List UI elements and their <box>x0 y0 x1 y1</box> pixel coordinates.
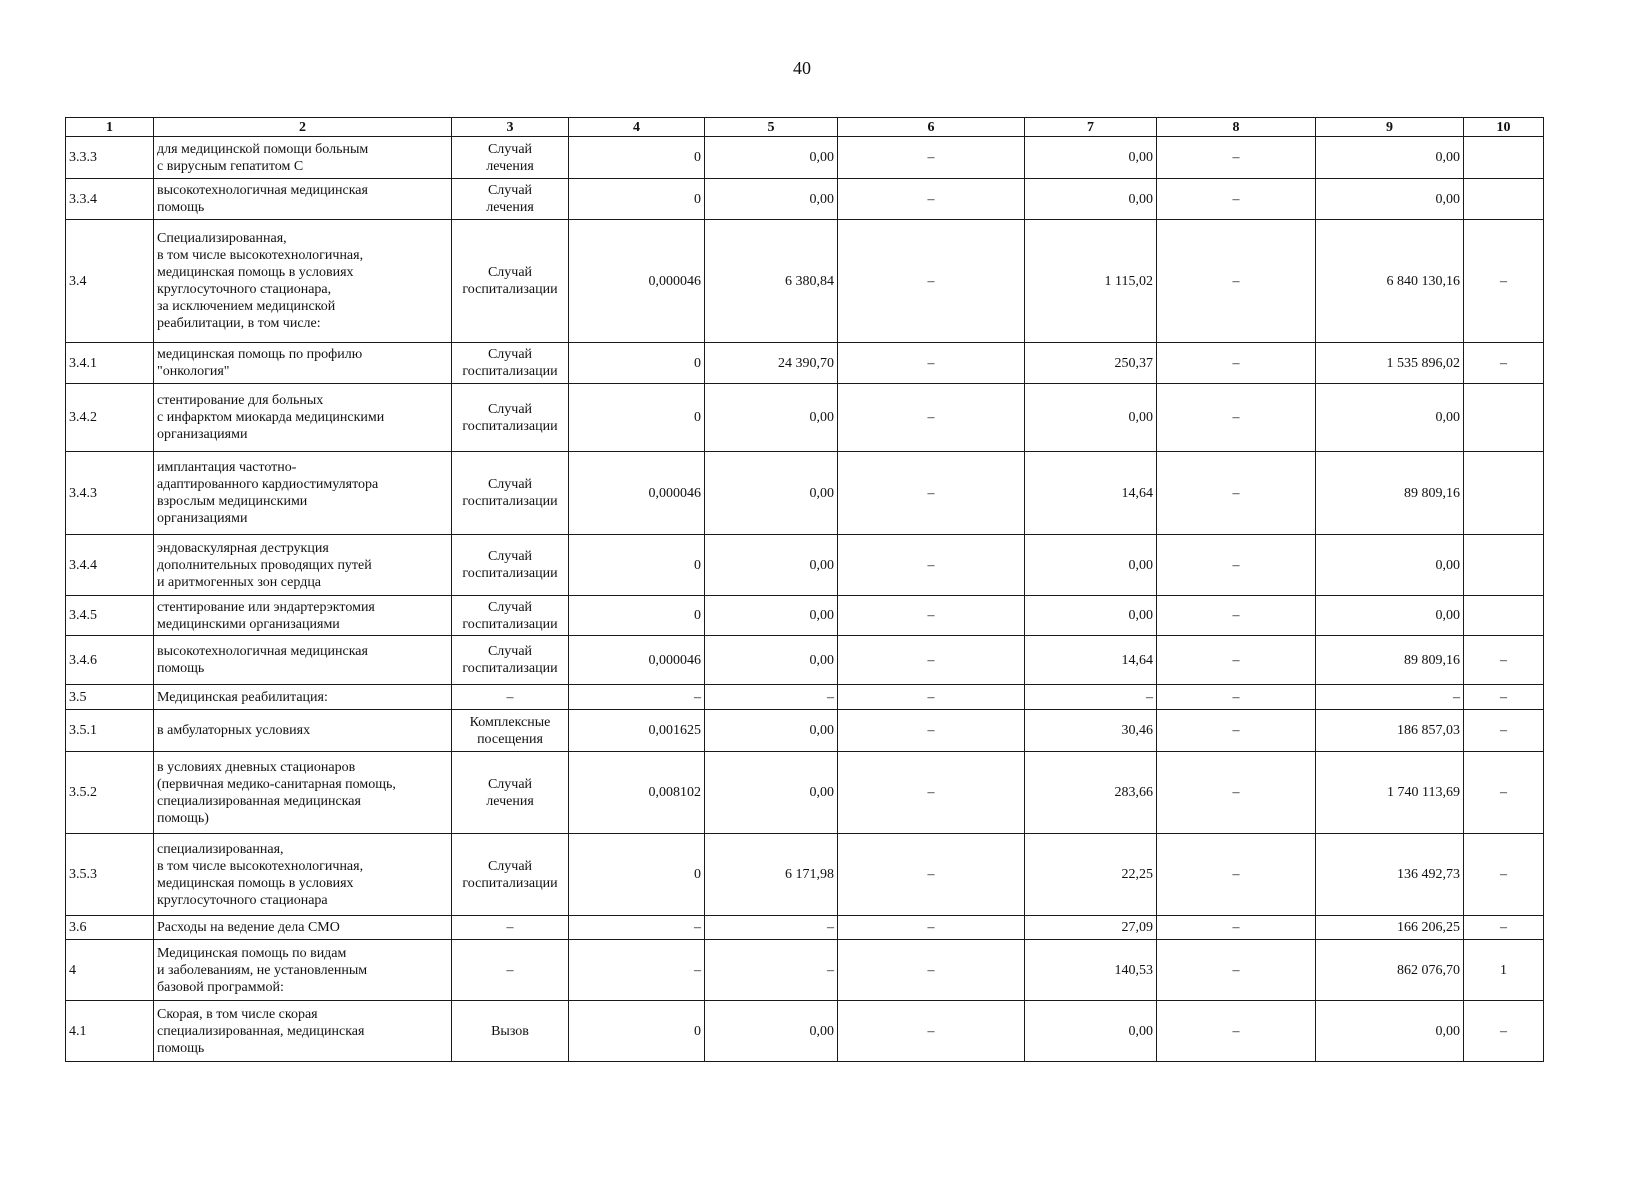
row-col-10 <box>1464 596 1544 636</box>
row-col-10 <box>1464 535 1544 596</box>
row-col-9: 89 809,16 <box>1316 636 1464 685</box>
row-col-4: 0 <box>569 535 705 596</box>
row-col-7: 30,46 <box>1025 710 1157 752</box>
row-col-7: 283,66 <box>1025 752 1157 834</box>
row-col-10: – <box>1464 685 1544 710</box>
row-col-10: – <box>1464 343 1544 384</box>
row-col-4: 0 <box>569 179 705 220</box>
row-name: Расходы на ведение дела СМО <box>154 916 452 940</box>
row-col-5: 0,00 <box>705 636 838 685</box>
row-col-6: – <box>838 752 1025 834</box>
row-unit: Случай госпитализации <box>452 452 569 535</box>
row-col-7: 27,09 <box>1025 916 1157 940</box>
row-unit: Случай госпитализации <box>452 636 569 685</box>
row-col-5: 0,00 <box>705 1001 838 1062</box>
row-name: Медицинская помощь по видам и заболеваниям, не установленным базовой программой: <box>154 940 452 1001</box>
row-name: медицинская помощь по профилю "онкология" <box>154 343 452 384</box>
row-col-5: – <box>705 916 838 940</box>
row-col-6: – <box>838 343 1025 384</box>
row-col-8: – <box>1157 452 1316 535</box>
row-col-10: – <box>1464 752 1544 834</box>
row-col-5: – <box>705 685 838 710</box>
header-col-5: 5 <box>705 118 838 137</box>
row-unit: Случай лечения <box>452 179 569 220</box>
row-col-4: – <box>569 685 705 710</box>
row-col-9: 166 206,25 <box>1316 916 1464 940</box>
row-unit: – <box>452 685 569 710</box>
row-number: 3.4.4 <box>66 535 154 596</box>
row-name: в амбулаторных условиях <box>154 710 452 752</box>
row-unit: Случай госпитализации <box>452 220 569 343</box>
row-name: Медицинская реабилитация: <box>154 685 452 710</box>
row-col-4: 0 <box>569 137 705 179</box>
row-col-7: 0,00 <box>1025 137 1157 179</box>
row-col-6: – <box>838 940 1025 1001</box>
row-col-5: 0,00 <box>705 710 838 752</box>
row-col-7: 1 115,02 <box>1025 220 1157 343</box>
tariff-table <box>65 117 1544 1062</box>
table-body <box>66 137 1544 1062</box>
header-col-4: 4 <box>569 118 705 137</box>
row-unit: Случай госпитализации <box>452 535 569 596</box>
row-col-7: 140,53 <box>1025 940 1157 1001</box>
row-unit: Случай лечения <box>452 137 569 179</box>
row-col-7: 0,00 <box>1025 535 1157 596</box>
header-row <box>66 118 1544 137</box>
row-name: специализированная, в том числе высокотехнологичная, медицинская помощь в условиях круглосуточного стационара <box>154 834 452 916</box>
table-row <box>66 384 1544 452</box>
row-col-4: – <box>569 940 705 1001</box>
row-col-4: 0 <box>569 1001 705 1062</box>
row-number: 3.5.3 <box>66 834 154 916</box>
row-number: 3.3.3 <box>66 137 154 179</box>
header-col-6: 6 <box>838 118 1025 137</box>
row-number: 3.4.3 <box>66 452 154 535</box>
row-name: стентирование для больных с инфарктом миокарда медицинскими организациями <box>154 384 452 452</box>
row-col-10: – <box>1464 710 1544 752</box>
header-col-7: 7 <box>1025 118 1157 137</box>
row-col-7: – <box>1025 685 1157 710</box>
row-name: имплантация частотно- адаптированного кардиостимулятора взрослым медицинскими организациями <box>154 452 452 535</box>
row-col-10 <box>1464 179 1544 220</box>
row-col-6: – <box>838 384 1025 452</box>
row-col-7: 14,64 <box>1025 452 1157 535</box>
table-row <box>66 916 1544 940</box>
table-row <box>66 685 1544 710</box>
row-unit: Комплексные посещения <box>452 710 569 752</box>
row-unit: Случай лечения <box>452 752 569 834</box>
row-unit: Случай госпитализации <box>452 834 569 916</box>
row-col-8: – <box>1157 834 1316 916</box>
row-col-5: 6 171,98 <box>705 834 838 916</box>
row-col-4: 0,001625 <box>569 710 705 752</box>
row-col-9: – <box>1316 685 1464 710</box>
row-unit: Случай госпитализации <box>452 343 569 384</box>
row-col-6: – <box>838 834 1025 916</box>
row-col-4: 0,008102 <box>569 752 705 834</box>
row-col-5: – <box>705 940 838 1001</box>
row-col-10: 1 <box>1464 940 1544 1001</box>
row-name: высокотехнологичная медицинская помощь <box>154 179 452 220</box>
row-number: 3.6 <box>66 916 154 940</box>
row-col-7: 250,37 <box>1025 343 1157 384</box>
header-col-10: 10 <box>1464 118 1544 137</box>
row-col-10 <box>1464 137 1544 179</box>
row-number: 3.4.1 <box>66 343 154 384</box>
row-col-8: – <box>1157 1001 1316 1062</box>
row-col-4: – <box>569 916 705 940</box>
row-unit: Вызов <box>452 1001 569 1062</box>
row-col-9: 0,00 <box>1316 179 1464 220</box>
row-col-6: – <box>838 535 1025 596</box>
row-col-7: 0,00 <box>1025 179 1157 220</box>
row-col-10: – <box>1464 834 1544 916</box>
row-col-4: 0 <box>569 343 705 384</box>
header-col-3: 3 <box>452 118 569 137</box>
row-col-4: 0,000046 <box>569 452 705 535</box>
row-col-6: – <box>838 179 1025 220</box>
row-col-7: 14,64 <box>1025 636 1157 685</box>
row-col-7: 0,00 <box>1025 1001 1157 1062</box>
table-row <box>66 596 1544 636</box>
row-number: 3.4.2 <box>66 384 154 452</box>
row-col-9: 0,00 <box>1316 535 1464 596</box>
row-col-7: 0,00 <box>1025 596 1157 636</box>
row-col-8: – <box>1157 343 1316 384</box>
row-col-6: – <box>838 1001 1025 1062</box>
row-col-9: 6 840 130,16 <box>1316 220 1464 343</box>
row-col-8: – <box>1157 596 1316 636</box>
row-col-8: – <box>1157 137 1316 179</box>
row-name: высокотехнологичная медицинская помощь <box>154 636 452 685</box>
row-unit: Случай госпитализации <box>452 384 569 452</box>
row-number: 3.4.5 <box>66 596 154 636</box>
row-number: 4.1 <box>66 1001 154 1062</box>
row-col-8: – <box>1157 636 1316 685</box>
row-col-6: – <box>838 220 1025 343</box>
row-col-8: – <box>1157 384 1316 452</box>
row-number: 3.4 <box>66 220 154 343</box>
row-col-9: 186 857,03 <box>1316 710 1464 752</box>
header-col-9: 9 <box>1316 118 1464 137</box>
row-col-5: 0,00 <box>705 596 838 636</box>
row-col-10: – <box>1464 220 1544 343</box>
table-row <box>66 179 1544 220</box>
page-number: 40 <box>793 58 811 78</box>
table-row <box>66 137 1544 179</box>
row-name: эндоваскулярная деструкция дополнительных проводящих путей и аритмогенных зон сердца <box>154 535 452 596</box>
row-col-6: – <box>838 137 1025 179</box>
row-col-8: – <box>1157 916 1316 940</box>
row-col-5: 24 390,70 <box>705 343 838 384</box>
row-col-9: 89 809,16 <box>1316 452 1464 535</box>
header-col-1: 1 <box>66 118 154 137</box>
row-unit: – <box>452 940 569 1001</box>
row-col-8: – <box>1157 710 1316 752</box>
row-col-10 <box>1464 452 1544 535</box>
table-row <box>66 1001 1544 1062</box>
row-col-4: 0,000046 <box>569 220 705 343</box>
row-col-7: 0,00 <box>1025 384 1157 452</box>
row-col-4: 0 <box>569 384 705 452</box>
row-col-5: 0,00 <box>705 452 838 535</box>
row-col-10: – <box>1464 636 1544 685</box>
row-col-8: – <box>1157 220 1316 343</box>
row-col-9: 0,00 <box>1316 384 1464 452</box>
row-col-6: – <box>838 452 1025 535</box>
row-col-5: 6 380,84 <box>705 220 838 343</box>
row-unit: Случай госпитализации <box>452 596 569 636</box>
row-col-8: – <box>1157 940 1316 1001</box>
row-col-5: 0,00 <box>705 137 838 179</box>
row-name: Специализированная, в том числе высокотехнологичная, медицинская помощь в условиях круглосуточного стационара, за исключением медицинской реабилитации, в том числе: <box>154 220 452 343</box>
row-number: 3.5.2 <box>66 752 154 834</box>
row-col-6: – <box>838 636 1025 685</box>
row-col-4: 0 <box>569 834 705 916</box>
row-col-6: – <box>838 710 1025 752</box>
row-col-8: – <box>1157 752 1316 834</box>
row-col-8: – <box>1157 179 1316 220</box>
row-col-4: 0,000046 <box>569 636 705 685</box>
table-row <box>66 535 1544 596</box>
table-row <box>66 940 1544 1001</box>
table-row <box>66 752 1544 834</box>
table-row <box>66 220 1544 343</box>
row-name: для медицинской помощи больным с вирусным гепатитом С <box>154 137 452 179</box>
row-name: в условиях дневных стационаров (первичная медико-санитарная помощь, специализированная медицинская помощь) <box>154 752 452 834</box>
row-col-10 <box>1464 384 1544 452</box>
row-col-6: – <box>838 596 1025 636</box>
row-col-6: – <box>838 685 1025 710</box>
row-col-7: 22,25 <box>1025 834 1157 916</box>
header-col-2: 2 <box>154 118 452 137</box>
header-col-8: 8 <box>1157 118 1316 137</box>
row-col-9: 0,00 <box>1316 1001 1464 1062</box>
table-row <box>66 343 1544 384</box>
row-number: 3.5.1 <box>66 710 154 752</box>
row-col-5: 0,00 <box>705 752 838 834</box>
row-name: Скорая, в том числе скорая специализированная, медицинская помощь <box>154 1001 452 1062</box>
table-row <box>66 636 1544 685</box>
row-col-4: 0 <box>569 596 705 636</box>
table-header <box>66 118 1544 137</box>
row-col-9: 862 076,70 <box>1316 940 1464 1001</box>
row-col-10: – <box>1464 916 1544 940</box>
row-col-9: 0,00 <box>1316 596 1464 636</box>
row-number: 4 <box>66 940 154 1001</box>
row-col-9: 1 740 113,69 <box>1316 752 1464 834</box>
row-number: 3.5 <box>66 685 154 710</box>
row-col-8: – <box>1157 535 1316 596</box>
table-row <box>66 452 1544 535</box>
row-col-5: 0,00 <box>705 179 838 220</box>
row-col-9: 1 535 896,02 <box>1316 343 1464 384</box>
row-number: 3.4.6 <box>66 636 154 685</box>
table-row <box>66 710 1544 752</box>
row-unit: – <box>452 916 569 940</box>
row-col-9: 0,00 <box>1316 137 1464 179</box>
row-col-6: – <box>838 916 1025 940</box>
row-col-10: – <box>1464 1001 1544 1062</box>
row-col-8: – <box>1157 685 1316 710</box>
row-name: стентирование или эндартерэктомия медицинскими организациями <box>154 596 452 636</box>
row-col-9: 136 492,73 <box>1316 834 1464 916</box>
table-row <box>66 834 1544 916</box>
row-number: 3.3.4 <box>66 179 154 220</box>
row-col-5: 0,00 <box>705 384 838 452</box>
row-col-5: 0,00 <box>705 535 838 596</box>
